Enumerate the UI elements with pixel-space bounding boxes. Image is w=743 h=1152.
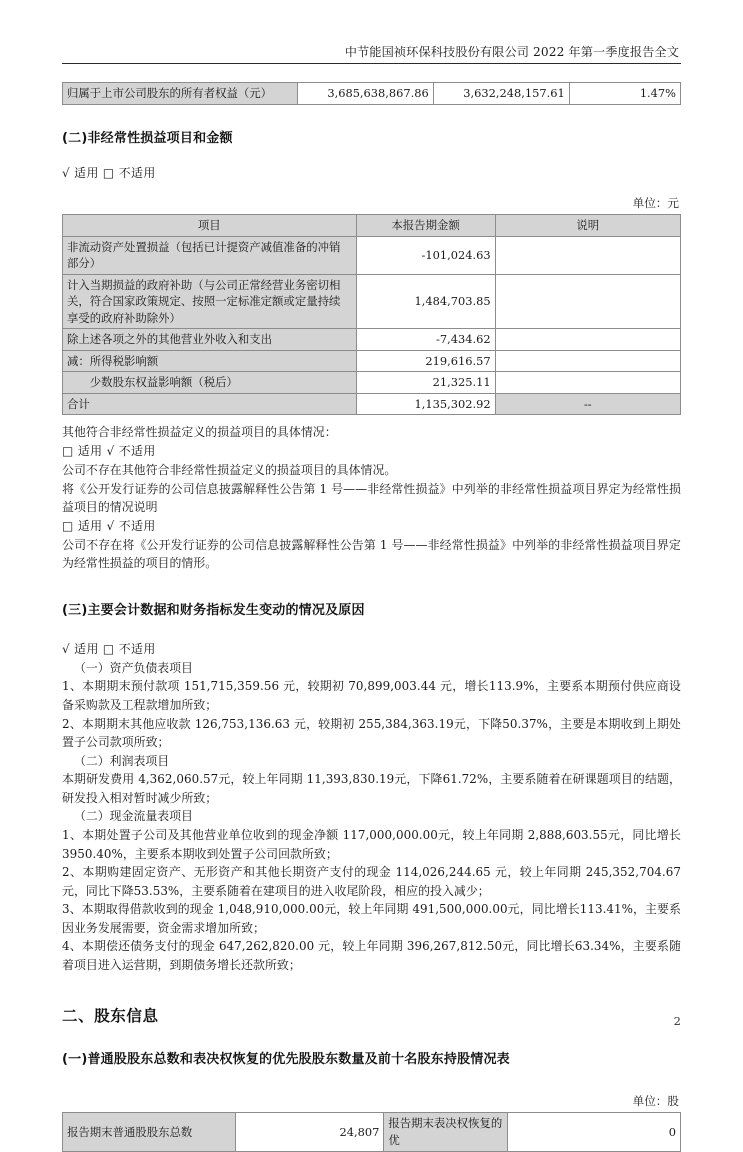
page-number: 2 bbox=[673, 1014, 681, 1028]
row-note bbox=[495, 236, 680, 274]
table-row bbox=[63, 236, 681, 274]
balance-sheet-item-1: 1、本期期末预付款项 151,715,359.56 元，较期初 70,899,003.44 元，增长113.9%，主要系本期预付供应商设备采购款及工程款增加所致； bbox=[62, 679, 681, 712]
table-row bbox=[63, 83, 681, 105]
label-restored-voting: 报告期末表决权恢复的优 bbox=[384, 1113, 508, 1151]
reclass-label: 将《公开发行证券的公司信息披露解释性公告第 1 号——非经常性损益》中列举的非经常性损益项目界定为经常性损益项目的情况说明 bbox=[62, 481, 681, 515]
table-row bbox=[63, 393, 681, 415]
section-two-applicability: √ 适用 □ 不适用 bbox=[62, 166, 156, 180]
table-row bbox=[63, 1113, 681, 1151]
spacer bbox=[62, 105, 681, 127]
group-label-income-statement: （二）利润表项目 bbox=[74, 753, 170, 768]
other-items-label: 其他符合非经常性损益定义的损益项目的具体情况： bbox=[62, 425, 337, 440]
row-amount: 1,484,703.85 bbox=[356, 274, 495, 329]
table-row bbox=[63, 350, 681, 372]
row-note: -- bbox=[495, 393, 680, 415]
shareholder-table bbox=[62, 1112, 681, 1151]
section-three-heading: (三)主要会计数据和财务指标发生变动的情况及原因 bbox=[62, 602, 365, 618]
spacer bbox=[62, 618, 681, 640]
shareholder-section-heading: 二、股东信息 bbox=[62, 1007, 159, 1026]
other-items-text: 公司不存在其他符合非经常性损益定义的损益项目的具体情况。 bbox=[62, 462, 397, 477]
col-header-amount: 本报告期金额 bbox=[356, 215, 495, 237]
section-two-heading: (二)非经常性损益项目和金额 bbox=[62, 131, 233, 146]
shareholder-subheading: (一)普通股股东总数和表决权恢复的优先股股东数量及前十名股东持股情况表 bbox=[62, 1052, 510, 1068]
row-item: 减：所得税影响额 bbox=[63, 350, 357, 372]
equity-row-label: 归属于上市公司股东的所有者权益（元） bbox=[63, 83, 298, 105]
label-common-shareholders: 报告期末普通股股东总数 bbox=[63, 1113, 236, 1151]
row-item: 计入当期损益的政府补助（与公司正常经营业务密切相关，符合国家政策规定、按照一定标准定额或定量持续享受的政府补助除外） bbox=[63, 274, 357, 329]
cash-flow-item-3: 3、本期取得借款收到的现金 1,048,910,000.00元，较上年同期 491,500,000.00元，同比增长113.41%，主要系因业务发展需要，资金需求增加所致； bbox=[62, 902, 681, 935]
income-statement-item-1: 本期研发费用 4,362,060.57元，较上年同期 11,393,830.19元，下降61.72%，主要系随着在研课题项目的结题，研发投入相对暂时减少所致； bbox=[62, 772, 681, 805]
equity-row-current: 3,685,638,867.86 bbox=[297, 83, 433, 105]
row-note bbox=[495, 372, 680, 394]
group-label-cash-flow: （二）现金流量表项目 bbox=[74, 809, 193, 824]
equity-row-previous: 3,632,248,157.61 bbox=[433, 83, 569, 105]
reclass-text: 公司不存在将《公开发行证券的公司信息披露解释性公告第 1 号——非经常性损益》中列举的非经常性损益项目界定为经常性损益的项目的情形。 bbox=[62, 537, 681, 571]
equity-row-change: 1.47% bbox=[569, 83, 680, 105]
col-header-note: 说明 bbox=[495, 215, 680, 237]
value-restored-voting: 0 bbox=[507, 1113, 680, 1151]
cash-flow-item-1: 1、本期处置子公司及其他营业单位收到的现金净额 117,000,000.00元，较上年同期 2,888,603.55元，同比增长3950.40%，主要系本期收到处置子公司回款所致； bbox=[62, 827, 681, 861]
spacer bbox=[62, 974, 681, 1004]
section-three-applicability: √ 适用 □ 不适用 bbox=[62, 641, 156, 656]
spacer bbox=[62, 183, 681, 195]
spacer bbox=[62, 146, 681, 164]
spacer bbox=[62, 1067, 681, 1093]
table-row bbox=[63, 274, 681, 329]
group-label-balance-sheet: （一）资产负债表项目 bbox=[74, 660, 193, 675]
row-note bbox=[495, 274, 680, 329]
spacer bbox=[62, 1026, 681, 1048]
table-row bbox=[63, 329, 681, 351]
row-item: 少数股东权益影响额（税后） bbox=[63, 372, 357, 394]
cash-flow-item-2: 2、本期购建固定资产、无形资产和其他长期资产支付的现金 114,026,244.65 元，较上年同期 245,352,704.67元，同比下降53.53%，主要系随着在建项目的进入收尾阶段，相应的投入减少； bbox=[62, 865, 681, 898]
row-amount: -101,024.63 bbox=[356, 236, 495, 274]
equity-table bbox=[62, 82, 681, 105]
row-amount: 1,135,302.92 bbox=[356, 393, 495, 415]
spacer bbox=[62, 415, 681, 423]
row-amount: -7,434.62 bbox=[356, 329, 495, 351]
col-header-item: 项目 bbox=[63, 215, 357, 237]
spacer bbox=[62, 64, 681, 82]
row-amount: 21,325.11 bbox=[356, 372, 495, 394]
row-amount: 219,616.57 bbox=[356, 350, 495, 372]
row-item: 合计 bbox=[63, 393, 357, 415]
row-item: 非流动资产处置损益（包括已计提资产减值准备的冲销部分） bbox=[63, 236, 357, 274]
spacer bbox=[62, 573, 681, 599]
row-item: 除上述各项之外的其他营业外收入和支出 bbox=[63, 329, 357, 351]
value-common-shareholders: 24,807 bbox=[236, 1113, 384, 1151]
reclass-applicability: □ 适用 √ 不适用 bbox=[62, 518, 156, 533]
balance-sheet-item-2: 2、本期期末其他应收款 126,753,136.63 元，较期初 255,384,363.19元，下降50.37%，主要是本期收到上期处置子公司款项所致； bbox=[62, 716, 681, 750]
row-note bbox=[495, 350, 680, 372]
section-two-unit-label: 单位：元 bbox=[632, 196, 679, 211]
cash-flow-item-4: 4、本期偿还债务支付的现金 647,262,820.00 元，较上年同期 396,267,812.50元，同比增长63.34%，主要系随着项目进入运营期，到期债务增长还款所致； bbox=[62, 939, 681, 972]
table-row bbox=[63, 372, 681, 394]
shareholder-unit-label: 单位：股 bbox=[632, 1094, 679, 1109]
table-header-row bbox=[63, 215, 681, 237]
nonrecurring-table bbox=[62, 214, 681, 415]
row-note bbox=[495, 329, 680, 351]
other-items-applicability: □ 适用 √ 不适用 bbox=[62, 443, 156, 458]
running-header: 中节能国祯环保科技股份有限公司 2022 年第一季度报告全文 bbox=[344, 45, 679, 59]
